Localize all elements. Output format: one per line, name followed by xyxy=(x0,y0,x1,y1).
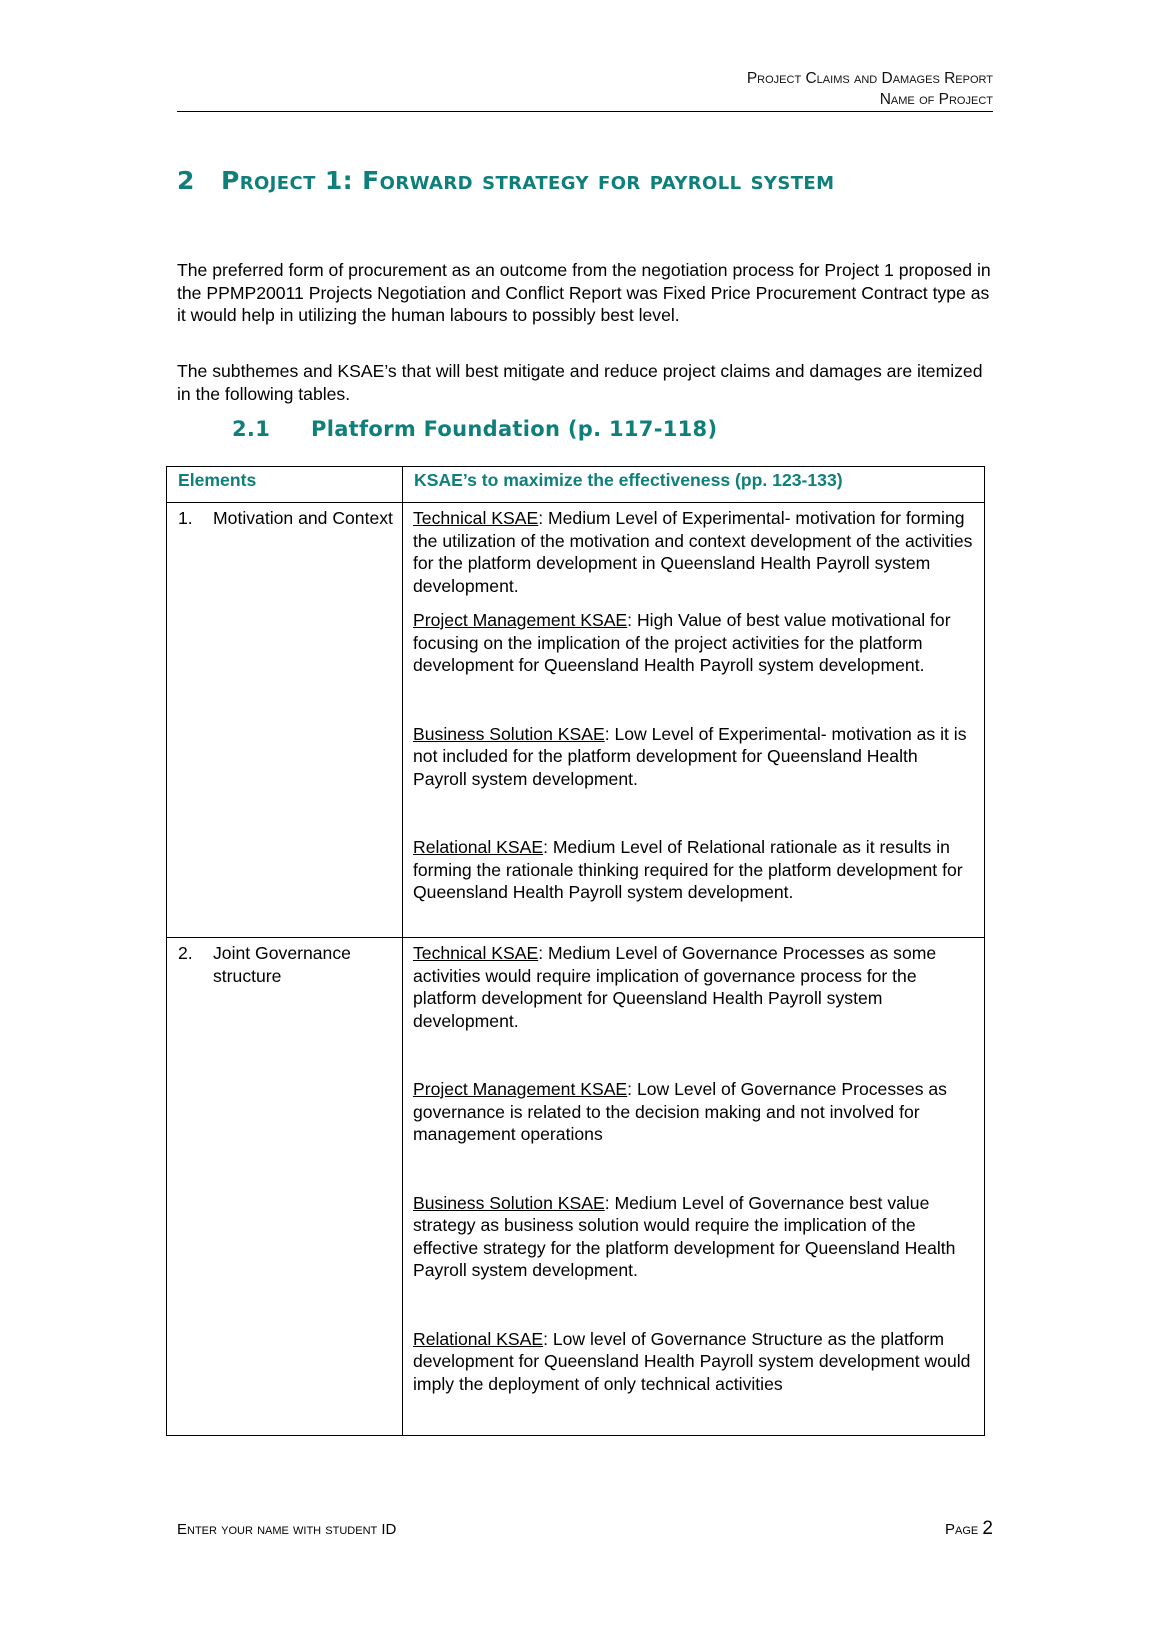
subsection-number: 2.1 xyxy=(232,417,271,441)
subthemes-paragraph: The subthemes and KSAE’s that will best mitigate and reduce project claims and damages are itemized in the following tables. xyxy=(177,361,983,404)
table-row xyxy=(167,503,985,938)
ksae-text: : Low Level of Governance Processes as governance is related to the decision making and not involved for management operations xyxy=(413,1079,947,1144)
section-title: Project 1: Forward strategy for payroll system xyxy=(221,166,835,195)
ksae-label: Business Solution KSAE xyxy=(413,723,605,744)
ksae-label: Project Management KSAE xyxy=(413,610,628,630)
ksae-text: : Medium Level of Governance best value strategy as business solution would require the implication of the effective strategy for the platform development for Queensland Health Payroll system development. xyxy=(413,1192,956,1280)
element-number: 2. xyxy=(178,943,193,963)
ksae-item xyxy=(413,1192,974,1282)
page-number: 2 xyxy=(982,1518,993,1539)
table-row xyxy=(167,938,985,1436)
section-number: 2 xyxy=(177,166,195,195)
column-header-ksae: KSAE’s to maximize the effectiveness (pp. 123-133) xyxy=(403,467,985,503)
ksae-text: : Medium Level of Experimental- motivation for forming the utilization of the motivation and context development of the activities for the platform development in Queensland Health Payroll system development. xyxy=(413,508,973,596)
ksae-text: : Medium Level of Governance Processes as some activities would require implication of governance process for the platform development for Queensland Health Payroll system development. xyxy=(413,943,937,1031)
ksae-label: Technical KSAE xyxy=(413,943,539,963)
ksae-text: : Low level of Governance Structure as the platform development for Queensland Health Payroll system development would imply the deployment of only technical activities xyxy=(413,1328,971,1394)
ksae-label: Project Management KSAE xyxy=(413,1079,628,1099)
ksae-item xyxy=(413,507,974,597)
column-header-elements: Elements xyxy=(167,467,403,503)
running-header xyxy=(177,68,993,110)
subsection-heading xyxy=(232,417,717,441)
ksae-label: Business Solution KSAE xyxy=(413,1192,605,1213)
header-project-name: Name of Project xyxy=(879,91,993,108)
header-report-title: Project Claims and Damages Report xyxy=(746,70,993,87)
ksae-item xyxy=(413,1078,974,1146)
element-number: 1. xyxy=(178,508,193,528)
intro-paragraph: The preferred form of procurement as an outcome from the negotiation process for Project 1 proposed in the PPMP20011 Projects Negotiation and Conflict Report was Fixed Price Procurement Contract type as it would help in utilizing the human labours to possibly best level. xyxy=(177,260,991,325)
ksae-item xyxy=(413,942,974,1032)
ksae-item xyxy=(413,836,974,904)
ksae-text: : High Value of best value motivational for focusing on the implication of the project activities for the platform development for Queensland Health Payroll system development. xyxy=(413,610,951,675)
ksae-table xyxy=(166,466,985,1436)
ksae-item xyxy=(413,723,974,791)
ksae-cell xyxy=(403,938,985,1436)
ksae-label: Relational KSAE xyxy=(413,1328,544,1349)
table-header-row xyxy=(167,467,985,503)
element-cell xyxy=(167,503,403,938)
element-cell xyxy=(167,938,403,1436)
ksae-cell xyxy=(403,503,985,938)
footer-page xyxy=(945,1518,993,1540)
element-name: Joint Governance structure xyxy=(213,943,351,986)
element-name: Motivation and Context xyxy=(213,508,393,528)
ksae-item xyxy=(413,1328,974,1396)
footer-author: Enter your name with student ID xyxy=(177,1521,397,1538)
ksae-text: : Medium Level of Relational rationale as it results in forming the rationale thinking required for the platform development for Queensland Health Payroll system development. xyxy=(413,837,963,902)
subsection-title: Platform Foundation (p. 117-118) xyxy=(311,417,718,441)
page-label: Page xyxy=(945,1521,979,1538)
ksae-item xyxy=(413,609,974,677)
header-divider xyxy=(177,111,993,112)
ksae-text: : Low Level of Experimental- motivation as it is not included for the platform development for Queensland Health Payroll system development. xyxy=(413,723,967,789)
ksae-label: Technical KSAE xyxy=(413,508,539,528)
ksae-label: Relational KSAE xyxy=(413,837,544,857)
section-heading xyxy=(177,166,834,195)
